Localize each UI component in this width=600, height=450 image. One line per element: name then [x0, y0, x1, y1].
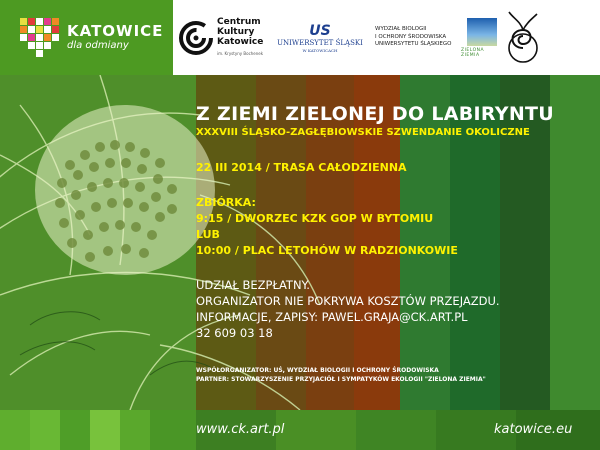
info-line-4: 32 609 03 18	[196, 326, 273, 340]
event-date: 22 III 2014 / TRASA CAŁODZIENNA	[196, 161, 407, 174]
us-logo-mark: US	[309, 22, 331, 39]
meeting-line-3: LUB	[196, 228, 220, 241]
header-logo-bar	[0, 0, 600, 75]
zielona-ziemia-logo	[461, 18, 503, 58]
website-link-katowice[interactable]: katowice.eu	[494, 422, 573, 437]
uniwersytet-slaski-logo	[271, 23, 369, 53]
us-logo-name: UNIWERSYTET ŚLĄSKI	[277, 38, 363, 47]
meeting-info	[196, 195, 458, 259]
event-subtitle: XXXVIII ŚLĄSKO-ZAGŁĘBIOWSKIE SZWENDANIE OKOLICZNE	[196, 127, 530, 138]
info-line-2: ORGANIZATOR NIE POKRYWA KOSZTÓW PRZEJAZDU.	[196, 294, 500, 308]
partner-line-2: PARTNER: STOWARZYSZENIE PRZYJACIÓŁ I SYMPATYKÓW EKOLOGII "ZIELONA ZIEMIA"	[196, 376, 486, 383]
ck-logo-line-1: Centrum	[217, 16, 261, 27]
meeting-line-1: ZBIÓRKA:	[196, 196, 256, 209]
event-title: Z ZIEMI ZIELONEJ DO LABIRYNTU	[196, 103, 555, 125]
katowice-pixel-icon	[20, 18, 59, 57]
partner-line-1: WSPÓŁORGANIZATOR: UŚ, WYDZIAŁ BIOLOGII I OCHRONY ŚRODOWISKA	[196, 367, 439, 374]
info-line-3: INFORMACJE, ZAPISY: PAWEL.GRAJA@CK.ART.PL	[196, 310, 468, 324]
labyrinth-spiral-icon	[503, 8, 543, 68]
info-line-1: UDZIAŁ BEZPŁATNY.	[196, 278, 310, 292]
ck-logo-line-2: Kultury	[217, 26, 255, 37]
katowice-logo-subtitle: dla odmiany	[67, 40, 129, 51]
ck-katowice-logo	[179, 17, 271, 59]
ck-logo-line-3: Katowice	[217, 36, 264, 47]
wydzial-line-1: WYDZIAŁ BIOLOGII	[375, 26, 427, 33]
meeting-line-4: 10:00 / PLAC LETOHÓW W RADZIONKOWIE	[196, 244, 458, 257]
katowice-logo-title: KATOWICE	[67, 22, 164, 40]
wydzial-biologii-logo	[369, 26, 461, 49]
participation-info	[196, 277, 500, 341]
katowice-logo	[0, 0, 173, 75]
partner-logos	[173, 0, 600, 75]
meeting-line-2: 9:15 / DWORZEC KZK GOP W BYTOMIU	[196, 212, 434, 225]
website-link-ck[interactable]: www.ck.art.pl	[196, 422, 285, 437]
partners-info	[196, 366, 486, 384]
zielona-ziemia-label: ZIELONA ZIEMIA	[461, 47, 485, 58]
ck-logo-small: im. Krystyny Bochenek	[217, 50, 264, 56]
wydzial-line-3: UNIWERSYTETU ŚLĄSKIEGO	[375, 41, 452, 48]
wydzial-line-2: I OCHRONY ŚRODOWISKA	[375, 33, 447, 40]
ck-spiral-icon	[179, 21, 213, 55]
us-logo-small: W KATOWICACH	[302, 47, 338, 53]
zielona-ziemia-image-icon	[467, 18, 497, 46]
